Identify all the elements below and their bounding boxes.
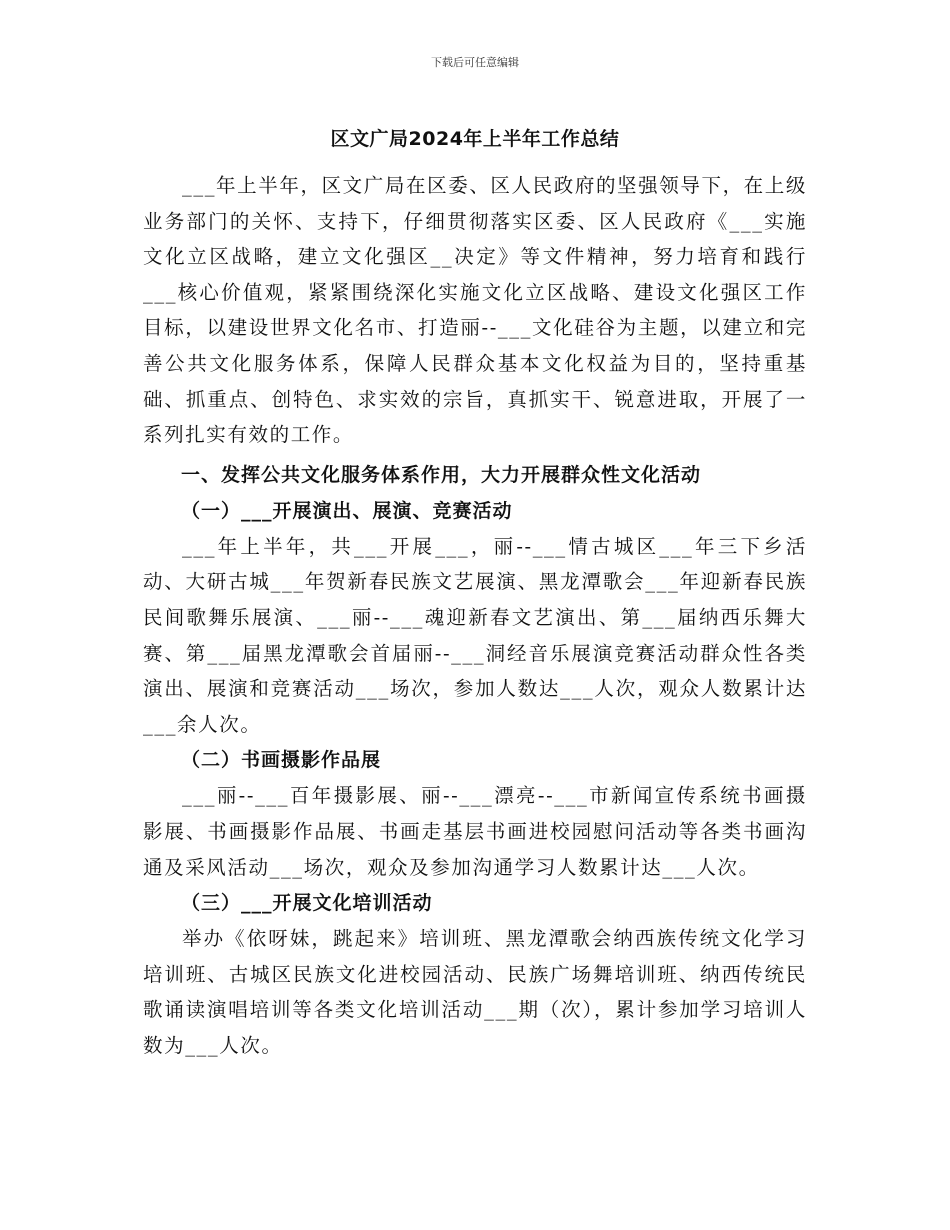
subsection-paragraph-3: 举办《依呀妹，跳起来》培训班、黑龙潭歌会纳西族传统文化学习培训班、古城区民族文化进校园活动、民族广场舞培训班、纳西传统民歌诵读演唱培训等各类文化培训活动___期（次），累计参加学习培训人数为___人次。 bbox=[143, 927, 807, 1057]
subsection-paragraph-1: ___年上半年，共___开展___，丽--___情古城区___年三下乡活动、大研古城___年贺新春民族文艺展演、黑龙潭歌会___年迎新春民族民间歌舞乐展演、___丽--___魂迎新春文艺演出、第___届纳西乐舞大赛、第___届黑龙潭歌会首届丽--___洞经音乐展演竞赛活动群众性各类演出、展演和竞赛活动___场次，参加人数达___人次，观众人数累计达___余人次。 bbox=[143, 534, 807, 736]
subsection-heading-2: （二）书画摄影作品展 bbox=[181, 749, 382, 772]
subsection-heading-1: （一）___开展演出、展演、竞赛活动 bbox=[181, 499, 513, 522]
subsection-heading-3: （三）___开展文化培训活动 bbox=[181, 892, 433, 915]
intro-paragraph: ___年上半年，区文广局在区委、区人民政府的坚强领导下，在上级业务部门的关怀、支持下，仔细贯彻落实区委、区人民政府《___实施文化立区战略，建立文化强区__决定》等文件精神，努力培育和践行___核心价值观，紧紧围绕深化实施文化立区战略、建设文化强区工作目标，以建设世界文化名市、打造丽--___文化硅谷为主题，以建立和完善公共文化服务体系，保障人民群众基本文化权益为目的，坚持重基础、抓重点、创特色、求实效的宗旨，真抓实干、锐意进取，开展了一系列扎实有效的工作。 bbox=[143, 174, 807, 447]
page-header: 下载后可任意编辑 bbox=[431, 56, 519, 69]
section-heading-1: 一、发挥公共文化服务体系作用，大力开展群众性文化活动 bbox=[181, 463, 702, 486]
document-title: 区文广局2024年上半年工作总结 bbox=[330, 128, 620, 150]
document-body bbox=[143, 168, 807, 1063]
subsection-paragraph-2: ___丽--___百年摄影展、丽--___漂亮--___市新闻宣传系统书画摄影展、书画摄影作品展、书画走基层书画进校园慰问活动等各类书画沟通及采风活动___场次，观众及参加沟通学习人数累计达___人次。 bbox=[143, 784, 807, 879]
